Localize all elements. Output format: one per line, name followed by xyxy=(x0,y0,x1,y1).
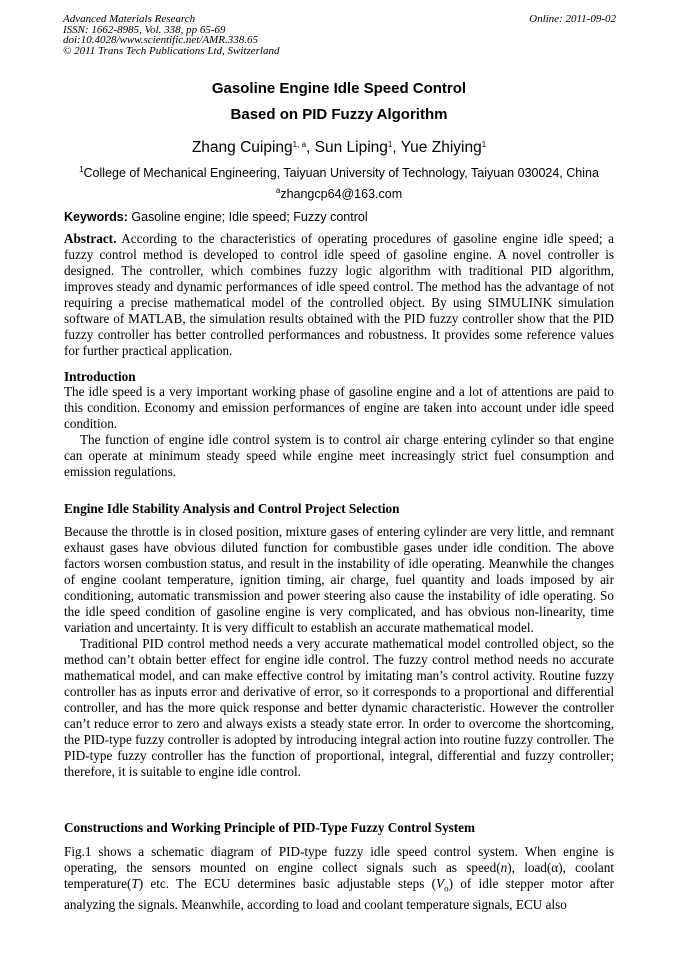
author-separator: , xyxy=(306,139,315,156)
section-constructions xyxy=(64,844,614,913)
keywords xyxy=(64,210,368,224)
abstract xyxy=(64,231,614,359)
author-sup: 1, a xyxy=(292,140,307,149)
author-sup: 1 xyxy=(387,140,393,149)
text-run: ) of idle stepper motor after analyzing the signals. Meanwhile, according to load and coolant temperature signals, ECU also xyxy=(64,876,614,912)
abstract-label: Abstract. xyxy=(64,231,117,246)
author-name: Yue Zhiying xyxy=(400,139,482,156)
issn: ISSN: 1662-8985, Vol. 338, pp 65-69 xyxy=(63,23,226,36)
paragraph xyxy=(64,844,614,913)
section-stability xyxy=(64,524,614,780)
copyright: © 2011 Trans Tech Publications Ltd, Switzerland xyxy=(63,44,280,57)
paragraph: Because the throttle is in closed position, mixture gases of entering cylinder are very little, and remnant exhaust gases have obvious diluted function for combustible gases under idle condition. The above factors worsen combustion status, and result in the instability of idle operating. Meanwhile the changes of engine coolant temperature, ignition timing, air charge, fuel quantity and loads imposed by air conditioning, automatic transmission and power steering also cause the instability of idle operating. So the idle speed condition of gasoline engine is very complicated, and has obvious non-linearity, time variation and uncertainty. It is very difficult to establish an accurate mathematical model. xyxy=(64,524,614,635)
author-list xyxy=(0,139,678,157)
abstract-text: According to the characteristics of operating procedures of gasoline engine idle speed; a fuzzy control method is developed to control idle speed of gasoline engine. A novel controller is designed. The controller, which combines fuzzy logic algorithm with traditional PID algorithm, improves steady and dynamic performances of idle speed control. The method has the advantage of not requiring a precise mathematical model of the controlled object. By using SIMULINK simulation software of MATLAB, the simulation results obtained with the PID fuzzy controller show that the PID fuzzy controller has better controlled performances and robustness. It provides some reference values for further practical application. xyxy=(64,231,614,358)
text-run: ), load(α), coolant temperature( xyxy=(64,860,614,891)
var-V: V xyxy=(436,876,445,891)
online-date: Online: 2011-09-02 xyxy=(529,13,616,25)
keywords-text: Gasoline engine; Idle speed; Fuzzy control xyxy=(127,210,368,224)
affiliation-sup: 1 xyxy=(79,165,84,174)
doi: doi:10.4028/www.scientific.net/AMR.338.65 xyxy=(63,34,259,46)
var-n: n xyxy=(500,860,508,875)
var-V-sub: o xyxy=(444,883,449,894)
author-name: Sun Liping xyxy=(314,139,388,156)
journal-header xyxy=(63,14,279,56)
affiliation xyxy=(0,166,678,180)
keywords-label: Keywords: xyxy=(64,210,128,224)
paragraph: The function of engine idle control system is to control air charge entering cylinder so that engine can operate at minimum steady speed while engine meet increasingly strict fuel consumption and emission regulations. xyxy=(64,432,614,479)
email xyxy=(0,187,678,201)
journal-name: Advanced Materials Research xyxy=(63,13,196,25)
email-address[interactable]: zhangcp64@163.com xyxy=(280,187,403,201)
paper-title-line2: Based on PID Fuzzy Algorithm xyxy=(230,106,448,123)
author-separator: , xyxy=(392,139,401,156)
paragraph: Traditional PID control method needs a very accurate mathematical model controlled object, so the method can’t obtain better effect for engine idle control. The fuzzy control method needs no accurate mathematical model, and can make effective control by imitating man’s control activity. Routine fuzzy controller has as inputs error and derivative of error, so it corresponds to a proportional and differential controller, and has the more quick response and better dynamic characteristic. However the controller can’t reduce error to zero and always exists a steady state error. In order to overcome the shortcoming, the PID-type fuzzy controller is adopted by introducing integral action into routine fuzzy controller. The PID-type fuzzy controller has the function of proportional, integral, differential and fuzzy controller; therefore, it is suitable to engine idle control. xyxy=(64,636,614,779)
paper-title-line1: Gasoline Engine Idle Speed Control xyxy=(211,80,467,97)
section-introduction xyxy=(64,384,614,480)
var-T: T xyxy=(131,876,139,891)
text-run: Fig.1 shows a schematic diagram of PID-type fuzzy idle speed control system. When engine is operating, the sensors mounted on engine collect signals such as speed( xyxy=(64,844,614,875)
author-name: Zhang Cuiping xyxy=(191,139,293,156)
text-run: ) etc. The ECU determines basic adjustable steps ( xyxy=(138,876,437,891)
email-sup: a xyxy=(275,186,281,195)
section-heading-introduction: Introduction xyxy=(64,369,136,384)
paragraph: The idle speed is a very important working phase of gasoline engine and a lot of attentions are paid to this condition. Economy and emission performances of engine are taken into account under idle speed condition. xyxy=(64,384,614,431)
section-heading-stability: Engine Idle Stability Analysis and Control Project Selection xyxy=(64,501,400,516)
author-sup: 1 xyxy=(481,140,487,149)
section-heading-constructions: Constructions and Working Principle of PID-Type Fuzzy Control System xyxy=(64,820,476,835)
affiliation-text: College of Mechanical Engineering, Taiyuan University of Technology, Taiyuan 030024, China xyxy=(83,166,599,180)
